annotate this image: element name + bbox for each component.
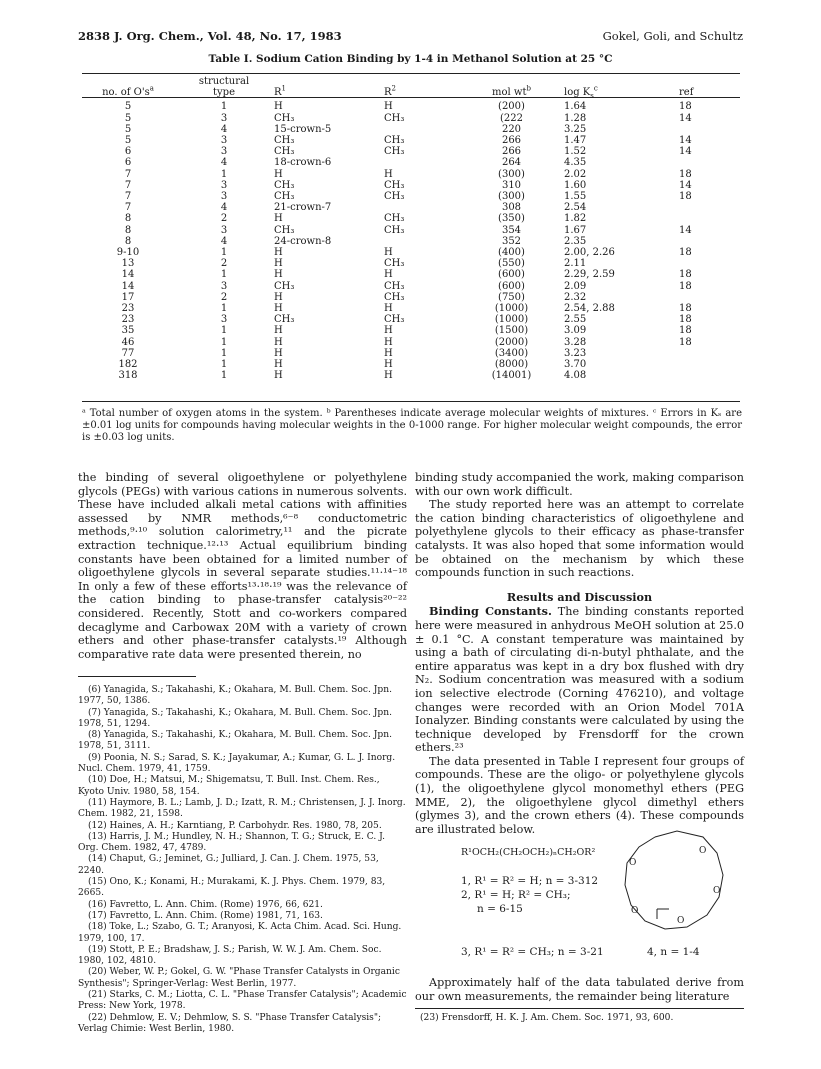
table-cell: 1 [220,347,228,359]
table-row [82,213,740,224]
table-cell: 310 [501,179,522,191]
compound-2-range: n = 6-15 [477,903,523,915]
table-cell: 4.08 [564,370,587,382]
col-type-label: type [213,87,235,99]
table-cell: H [274,247,283,259]
table-cell: 7 [124,202,132,214]
table-cell: 2.54, 2.88 [564,303,615,315]
table-cell: 2 [220,213,228,225]
table-cell: 1.82 [564,213,587,225]
table-cell: 1.64 [564,101,587,113]
table-cell: 3.09 [564,325,587,337]
table-cell: (350) [498,213,525,225]
compound-3: 3, R¹ = R² = CH₃; n = 3-21 [461,946,604,958]
table-cell: 308 [501,202,522,214]
col-r2 [384,76,459,98]
right-column [415,471,744,836]
reference-item: (18) Toke, L.; Szabo, G. T.; Aranyosi, K. Acta Chim. Acad. Sci. Hung. 1979, 100, 17. [78,922,402,944]
ring-oxygen-3: O [677,916,685,926]
table-cell: H [384,269,393,281]
table-row [82,370,740,381]
table-cell: 4 [220,235,228,247]
table-cell: CH₃ [274,314,295,326]
table-cell: H [384,359,393,371]
table-row [82,202,740,213]
col-ref [679,76,740,98]
table-cell: 14 [121,269,135,281]
table-cell: 18 [679,247,692,259]
table-cell: 3 [220,112,228,124]
table-cell: 5 [124,135,132,147]
table-row [82,314,740,325]
table-cell: 2 [220,258,228,270]
table-row [82,247,740,258]
left-paragraph-1: the binding of several oligoethylene or polyethylene glycols (PEGs) with various cations in numerous solvents. These have included alkali metal cations with affinities assessed by NMR methods,⁶⁻⁸ conductometric methods,⁹·¹⁰ solution calorimetry,¹¹ and the picrate extraction technique.¹²·¹³ Actual equilibrium binding constants have been obtained for a limited number of oligoethylene glycols in several separate studies.¹¹·¹⁴⁻¹⁸ In only a few of these efforts¹³·¹⁸·¹⁹ was the relevance of the cation binding to phase-transfer catalysis²⁰⁻²² considered. Recently, Stott and co-workers compared decaglyme and Carbowax 20M with a variety of crown ethers and other phase-transfer catalysts.¹⁹ Although comparative rate data were presented therein, no [78,471,407,661]
table-cell [679,202,740,213]
table-cell: 18 [679,303,692,315]
header-left: 2838 J. Org. Chem., Vol. 48, No. 17, 1983 [78,29,342,43]
table-cell: 7 [124,168,132,180]
table-cell: H [384,347,393,359]
ring-oxygen-1: O [699,846,707,856]
table-cell: (1500) [494,325,529,337]
table-cell: 2.29, 2.59 [564,269,615,281]
right-paragraph-3 [415,605,744,755]
table-cell [679,359,740,370]
table-cell: H [274,336,283,348]
ring-oxygen-2: O [713,886,721,896]
table-cell: 14 [679,146,692,158]
col-ref-label: ref [679,87,694,99]
table-cell: 3 [220,224,228,236]
table-cell: H [274,347,283,359]
table-cell: 2.55 [564,314,587,326]
col-oxygens [82,76,174,98]
references-rule [78,676,196,677]
table-row [82,258,740,269]
table-cell: 9-10 [116,247,140,259]
table-cell: (600) [498,269,525,281]
table-cell: 3.25 [564,123,587,135]
header-right: Gokel, Goli, and Schultz [602,29,743,43]
col-r1 [274,76,384,98]
table-row [82,101,740,112]
table-cell: 3 [220,179,228,191]
table-row [82,124,740,135]
table-cell: (1000) [494,303,529,315]
table-cell: 23 [121,303,135,315]
table-cell: 8 [124,224,132,236]
ring-oxygen-4: O [631,906,639,916]
table-cell: CH₃ [274,146,295,158]
table-cell: CH₃ [384,280,405,292]
reference-item: (6) Yanagida, S.; Takahashi, K.; Okahara, M. Bull. Chem. Soc. Jpn. 1977, 50, 1386. [78,685,392,707]
table-cell [679,258,740,269]
table-cell: 1 [220,101,228,113]
table-cell: CH₃ [384,146,405,158]
table-cell: 1 [220,269,228,281]
chemical-structures [455,823,755,973]
table-cell [679,124,740,135]
table-cell: CH₃ [384,191,405,203]
table-cell: 354 [501,224,522,236]
table-cell: 3.28 [564,336,587,348]
table-cell: H [384,303,393,315]
right-footnote-rule [415,1008,744,1009]
table-cell: 4 [220,123,228,135]
right-paragraph-4: The data presented in Table I represent four groups of compounds. These are the oligo- or polyethylene glycols (1), the oligoethylene glycol monomethyl ethers (PEG MME, 2), the oligoethylene glycol dimethyl ethers (glymes 3), and the crown ethers (4). These compounds are illustrated below. [415,754,744,836]
table-cell: 18 [679,269,692,281]
reference-item: (7) Yanagida, S.; Takahashi, K.; Okahara, M. Bull. Chem. Soc. Jpn. 1978, 51, 1294. [78,707,392,729]
table-cell: CH₃ [274,179,295,191]
table-cell: 18 [679,336,692,348]
table-cell: 14 [679,112,692,124]
table-cell: (400) [498,247,525,259]
table-footnote: ᵃ Total number of oxygen atoms in the system. ᵇ Parentheses indicate average molecular weights of mixtures. ᶜ Errors in Kₛ are ±0.01 log units for compounds having molecular weights in the 0-1000 range. For higher molecular weight compounds, the error is ±0.03 log units. [82,408,742,443]
compound-1: 1, R¹ = R² = H; n = 3-312 [461,875,599,887]
table-cell: 3.23 [564,347,587,359]
table-cell: CH₃ [274,224,295,236]
table-cell: (1000) [494,314,529,326]
table-cell: CH₃ [384,135,405,147]
table-cell: 1.47 [564,135,587,147]
table-row [82,157,740,168]
table-cell: 77 [121,347,135,359]
table-cell: 4.35 [564,157,587,169]
table-cell: CH₃ [384,213,405,225]
table-cell: 3 [220,135,228,147]
col-molwt-label: mol wt [492,87,527,99]
col-logk [564,76,679,101]
table-cell: H [274,325,283,337]
table-row [82,303,740,314]
table-cell: 8 [124,235,132,247]
table-row [82,348,740,359]
table-row [82,359,740,370]
table-cell: 8 [124,213,132,225]
reference-item: (11) Haymore, B. L.; Lamb, J. D.; Izatt, R. M.; Christensen, J. J. Inorg. Chem. 1982, 21, 1598. [78,797,406,820]
col-oxygens-label: no. of O's [102,87,150,99]
table-cell: 5 [124,101,132,113]
reference-item: (17) Favretto, L. Ann. Chim. (Rome) 1981, 71, 163. [88,910,323,921]
left-column [78,471,407,661]
table-cell: 5 [124,123,132,135]
table-cell: H [384,101,393,113]
table-cell: H [274,168,283,180]
table-row [82,325,740,336]
table-cell: 24-crown-8 [274,235,332,247]
reference-item: (19) Stott, P. E.; Bradshaw, J. S.; Parish, W. W. J. Am. Chem. Soc. 1980, 102, 4810. [78,944,382,967]
table-cell: 2.00, 2.26 [564,247,615,259]
table-cell: 46 [121,336,135,348]
table-cell: H [274,291,283,303]
table-cell: 2.11 [564,258,587,270]
table-body [82,98,740,381]
table-cell: H [384,336,393,348]
table-row [82,292,740,303]
table-cell: (750) [498,291,525,303]
table-caption: Table I. Sodium Cation Binding by 1-4 in Methanol Solution at 25 °C [208,53,613,65]
table-cell: (600) [498,280,525,292]
table-cell: 1.60 [564,179,587,191]
right-paragraph-2: The study reported here was an attempt to correlate the cation binding characteristics of oligoethylene and polyethylene glycols to their efficacy as phase-transfer catalysts. It was also hoped that some information would be obtained on the mechanism by which these compounds function in such reactions. [415,498,744,580]
table-cell: H [274,101,283,113]
reference-item: (15) Ono, K.; Konami, H.; Murakami, K. J. Phys. Chem. 1979, 83, 2665. [78,877,386,899]
table-cell: 2.09 [564,280,587,292]
table-cell: 266 [501,146,522,158]
table-cell: 14 [679,179,692,191]
table-cell: (2000) [494,336,529,348]
table-cell: H [384,168,393,180]
table-cell [679,370,740,381]
table-cell: 266 [501,135,522,147]
table-row [82,191,740,202]
table-cell: 1.55 [564,191,587,203]
compound-2: 2, R¹ = H; R² = CH₃; [461,889,571,901]
reference-item: (22) Dehmlow, E. V.; Dehmlow, S. S. "Phase Transfer Catalysis"; Verlag Chimie: West Berlin, 1980. [78,1012,382,1034]
table-cell: 18 [679,191,692,203]
table-cell: (300) [498,168,525,180]
table-cell [679,348,740,359]
table-cell: H [384,247,393,259]
table-cell: (222 [500,112,523,124]
references-list [78,685,407,1035]
table-cell: H [274,213,283,225]
table-cell [679,157,740,168]
table-cell: 352 [501,235,522,247]
table-cell: CH₃ [384,291,405,303]
table-cell: H [274,269,283,281]
table-cell: 1 [220,325,228,337]
col-r1-label: R [274,87,282,99]
reference-item: (16) Favretto, L. Ann. Chim. (Rome) 1976, 66, 621. [88,899,323,910]
table-cell: 14 [679,135,692,147]
table-cell: 1 [220,359,228,371]
table-cell: 318 [118,370,138,382]
table-cell: 4 [220,202,228,214]
table-cell: 15-crown-5 [274,123,332,135]
section-heading: Results and Discussion [506,589,653,604]
table-cell: (3400) [494,347,529,359]
table-cell: (8000) [494,359,529,371]
table-cell: 1 [220,168,228,180]
table-row [82,236,740,247]
table-top-rule [82,73,740,74]
reference-item: (12) Haines, A. H.; Karntiang, P. Carbohydr. Res. 1980, 78, 205. [88,820,382,831]
col-type-top: structural [198,76,250,87]
table-cell: 1.67 [564,224,587,236]
reference-item: (13) Harris, J. M.; Hundley, N. H.; Shannon, T. G.; Struck, E. C. J. Org. Chem. 1982, 47, 4789. [78,831,385,854]
table-cell: CH₃ [384,224,405,236]
table-cell: 1 [220,336,228,348]
reference-item: (8) Yanagida, S.; Takahashi, K.; Okahara, M. Bull. Chem. Soc. Jpn. 1978, 51, 3111. [78,730,392,752]
col-logk-sup: c [593,84,598,93]
col-molwt-sup: b [526,84,531,93]
table-cell: 220 [501,123,522,135]
col-logk-sub: s [590,92,594,101]
table-row [82,180,740,191]
col-r2-label: R [384,87,392,99]
reference-item: (9) Poonia, N. S.; Sarad, S. K.; Jayakumar, A.; Kumar, G. L. J. Inorg. Nucl. Chem. 1979, 41, 1759. [78,752,396,775]
table-row [82,337,740,348]
table-cell: CH₃ [274,135,295,147]
right-paragraph-5: Approximately half of the data tabulated derive from our own measurements, the remainder being literature [415,976,744,1003]
col-type [174,76,274,98]
col-r1-sup: 1 [281,84,286,93]
binding-table [82,76,740,381]
table-cell: CH₃ [274,191,295,203]
table-cell: 14 [121,280,135,292]
table-cell: CH₃ [274,280,295,292]
table-cell: 18-crown-6 [274,157,332,169]
glycol-formula: R¹OCH₂(CH₂OCH₂)ₙCH₂OR² [461,847,596,858]
table-cell: 6 [124,157,132,169]
table-cell: 2.32 [564,291,587,303]
table-cell [679,213,740,224]
table-cell: 3 [220,146,228,158]
table-cell: CH₃ [384,112,405,124]
table-cell: 3 [220,280,228,292]
table-cell: H [274,370,283,382]
table-row [82,146,740,157]
right-paragraph-3-text: The binding constants reported here were measured in anhydrous MeOH solution at 25.0 ± 0.1 °C. A constant temperature was maintained by using a bath of circulating di-n-butyl phthalate, and the entire apparatus was kept in a dry box flushed with dry N₂. Sodium concentration was measured with a sodium ion selective electrode (Corning 476210), and voltage changes were recorded with an Orion Model 701A Ionalyzer. Binding constants were calculated by using the technique developed by Frensdorff for the crown ethers.²³ [415,605,744,755]
table-row [82,135,740,146]
table-cell: 13 [121,258,135,270]
table-cell: 1.28 [564,112,587,124]
table-cell: 1 [220,303,228,315]
right-paragraph-1: binding study accompanied the work, making comparison with our own work difficult. [415,471,744,498]
table-cell: CH₃ [274,112,295,124]
table-cell: H [274,303,283,315]
table-cell: 4 [220,157,228,169]
table-row [82,281,740,292]
table-cell: 1 [220,247,228,259]
compound-4: 4, n = 1-4 [647,946,700,958]
table-cell: 23 [121,314,135,326]
table-cell [679,236,740,247]
table-cell: CH₃ [384,258,405,270]
table-row [82,225,740,236]
table-cell: 18 [679,101,692,113]
table-cell: H [384,370,393,382]
table-cell: CH₃ [384,179,405,191]
col-molwt [459,76,564,98]
table-row [82,169,740,180]
reference-23: (23) Frensdorff, H. K. J. Am. Chem. Soc. 1971, 93, 600. [420,1013,674,1023]
table-cell: 17 [121,291,135,303]
table-row [82,269,740,280]
table-cell: 6 [124,146,132,158]
reference-item: (20) Weber, W. P.; Gokel, G. W. "Phase Transfer Catalysts in Organic Synthesis"; Springer-Verlag: West Berlin, 1977. [78,967,400,989]
table-cell: 2.35 [564,235,587,247]
table-cell: 14 [679,224,692,236]
table-cell: 1.52 [564,146,587,158]
table-cell: 7 [124,191,132,203]
table-cell: 18 [679,168,692,180]
reference-item: (14) Chaput, G.; Jeminet, G.; Julliard, J. Can. J. Chem. 1975, 53, 2240. [78,854,379,876]
table-cell: 18 [679,325,692,337]
table-cell: 2.02 [564,168,587,180]
ring-oxygen-5: O [629,858,637,868]
table-cell: H [274,359,283,371]
table-bottom-rule [82,401,740,402]
table-cell: (300) [498,191,525,203]
table-cell: 21-crown-7 [274,202,332,214]
reference-item: (10) Doe, H.; Matsui, M.; Shigematsu, T. Bull. Inst. Chem. Res., Kyoto Univ. 1980, 58, 154. [78,775,380,797]
table-cell: (550) [498,258,525,270]
table-cell: 3 [220,314,228,326]
table-cell: 1 [220,370,228,382]
col-oxygens-sup: a [149,84,154,93]
table-cell: 18 [679,280,692,292]
table-cell: 18 [679,314,692,326]
table-cell: 2.54 [564,202,587,214]
table-cell: (200) [498,101,525,113]
table-cell: 35 [121,325,135,337]
table-cell: H [274,258,283,270]
subsection-heading: Binding Constants. [429,604,552,619]
table-cell [679,292,740,303]
col-logk-label: log K [564,87,591,99]
table-cell: 3 [220,191,228,203]
table-cell: 182 [118,359,138,371]
table-cell: 2 [220,291,228,303]
table-cell: 264 [501,157,522,169]
table-cell: 5 [124,112,132,124]
table-cell: CH₃ [384,314,405,326]
table-cell: 3.70 [564,359,587,371]
table-row [82,113,740,124]
col-r2-sup: 2 [391,84,396,93]
table-header-row [82,76,740,98]
table-cell: H [384,325,393,337]
reference-item: (21) Starks, C. M.; Liotta, C. L. "Phase Transfer Catalysis"; Academic Press: New York, 1978. [78,990,407,1012]
table-cell: 7 [124,179,132,191]
table-cell: (14001) [491,370,532,382]
